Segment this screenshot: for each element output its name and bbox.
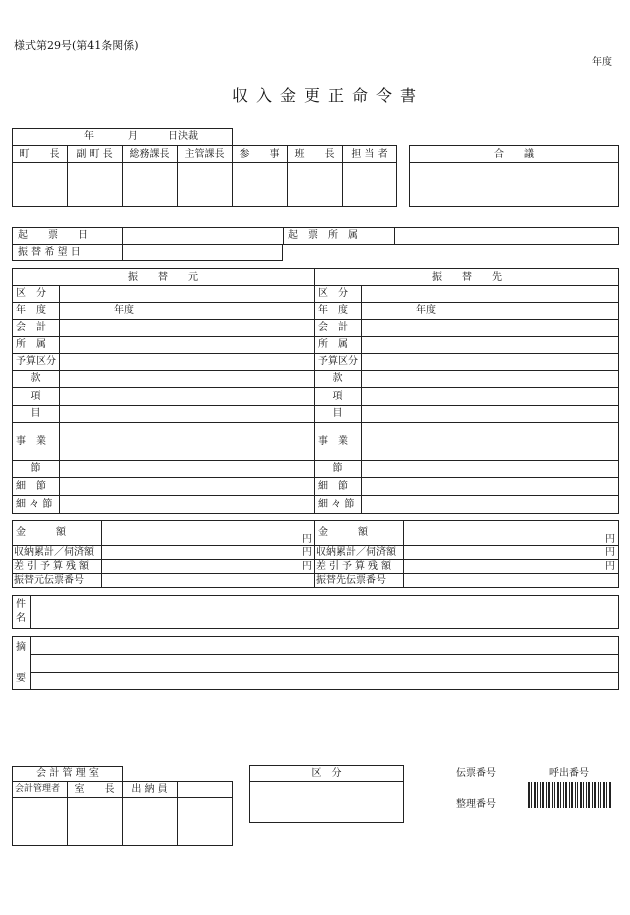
- to-row-nendo: 年 度: [318, 305, 348, 316]
- from-row-yosan: 予算区分: [16, 356, 56, 367]
- to-remaining-label: 差引予算残額: [316, 561, 394, 572]
- from-slip-number-label: 振替元伝票番号: [14, 575, 84, 586]
- from-nendo-value: 年度: [114, 305, 134, 316]
- to-row-shozoku: 所 属: [318, 339, 348, 350]
- transfer-to-title: 振 替 先: [432, 272, 502, 283]
- role-person-in-charge: 担 当 者: [351, 149, 388, 160]
- accounting-office-title: 会 計 管 理 室: [36, 768, 99, 779]
- role-office-chief: 室 長: [74, 784, 115, 795]
- to-cumulative-yen: 円: [605, 547, 615, 558]
- from-row-kubun: 区 分: [16, 288, 46, 299]
- from-amount-yen: 円: [302, 534, 312, 545]
- from-row-saisaisetsu: 細 々 節: [16, 499, 53, 510]
- to-row-jigyo: 事 業: [318, 436, 348, 447]
- from-remaining-label: 差引予算残額: [14, 561, 92, 572]
- from-row-nendo: 年 度: [16, 305, 46, 316]
- to-row-saisetsu: 細 節: [318, 481, 348, 492]
- to-remaining-yen: 円: [605, 561, 615, 572]
- from-remaining-yen: 円: [302, 561, 312, 572]
- role-team-leader: 班 長: [294, 149, 335, 160]
- transfer-from-title: 振 替 元: [128, 272, 198, 283]
- to-row-kaikei: 会 計: [318, 322, 348, 333]
- subject-label-1: 件: [16, 599, 26, 610]
- role-chief-manager: 主管課長: [184, 149, 225, 160]
- from-row-saisetsu: 細 節: [16, 481, 46, 492]
- role-counselor: 参 事: [239, 149, 280, 160]
- subject-label-2: 名: [16, 613, 26, 624]
- reference-number-label: 整理番号: [456, 799, 496, 810]
- to-cumulative-label: 収納累計／伺済額: [316, 547, 396, 558]
- to-row-kan: 款: [332, 373, 343, 384]
- from-row-moku: 目: [30, 408, 41, 419]
- from-row-kou: 項: [30, 391, 41, 402]
- draft-dept-label: 起 票 所 属: [288, 230, 358, 241]
- from-cumulative-label: 収納累計／伺済額: [14, 547, 94, 558]
- to-row-saisaisetsu: 細 々 節: [318, 499, 355, 510]
- to-row-moku: 目: [332, 408, 343, 419]
- form-number: 様式第29号(第41条関係): [14, 39, 139, 52]
- to-row-yosan: 予算区分: [318, 356, 358, 367]
- to-row-setsu: 節: [332, 463, 343, 474]
- role-accounting-manager: 会計管理者: [15, 784, 61, 794]
- transfer-date-label: 振 替 希 望 日: [18, 247, 81, 258]
- from-amount-label: 金 額: [16, 527, 66, 538]
- role-treasurer: 出 納 員: [131, 784, 168, 795]
- from-row-shozoku: 所 属: [16, 339, 46, 350]
- from-row-jigyo: 事 業: [16, 436, 46, 447]
- category-label: 区 分: [311, 768, 342, 779]
- slip-number-label: 伝票番号: [456, 768, 496, 779]
- approval-day: 日決裁: [168, 131, 198, 142]
- from-row-setsu: 節: [30, 463, 41, 474]
- council-label: 合 議: [494, 149, 534, 160]
- to-slip-number-label: 振替先伝票番号: [316, 575, 386, 586]
- to-nendo-value: 年度: [416, 305, 436, 316]
- role-deputy-mayor: 副 町 長: [76, 149, 113, 160]
- page-title: 収入金更正命令書: [232, 86, 425, 105]
- approval-year: 年: [84, 131, 94, 142]
- summary-label-1: 摘: [16, 642, 26, 653]
- fiscal-year-label: 年度: [592, 57, 612, 68]
- draft-date-label: 起 票 日: [18, 230, 88, 241]
- call-number-label: 呼出番号: [549, 768, 589, 779]
- approval-month: 月: [128, 131, 138, 142]
- to-row-kou: 項: [332, 391, 343, 402]
- from-cumulative-yen: 円: [302, 547, 312, 558]
- from-row-kan: 款: [30, 373, 41, 384]
- from-row-kaikei: 会 計: [16, 322, 46, 333]
- summary-label-2: 要: [16, 673, 26, 684]
- role-mayor: 町 長: [19, 149, 60, 160]
- role-general-affairs: 総務課長: [129, 149, 170, 160]
- to-amount-label: 金 額: [318, 527, 368, 538]
- to-row-kubun: 区 分: [318, 288, 348, 299]
- to-amount-yen: 円: [605, 534, 615, 545]
- barcode-icon: [528, 782, 612, 808]
